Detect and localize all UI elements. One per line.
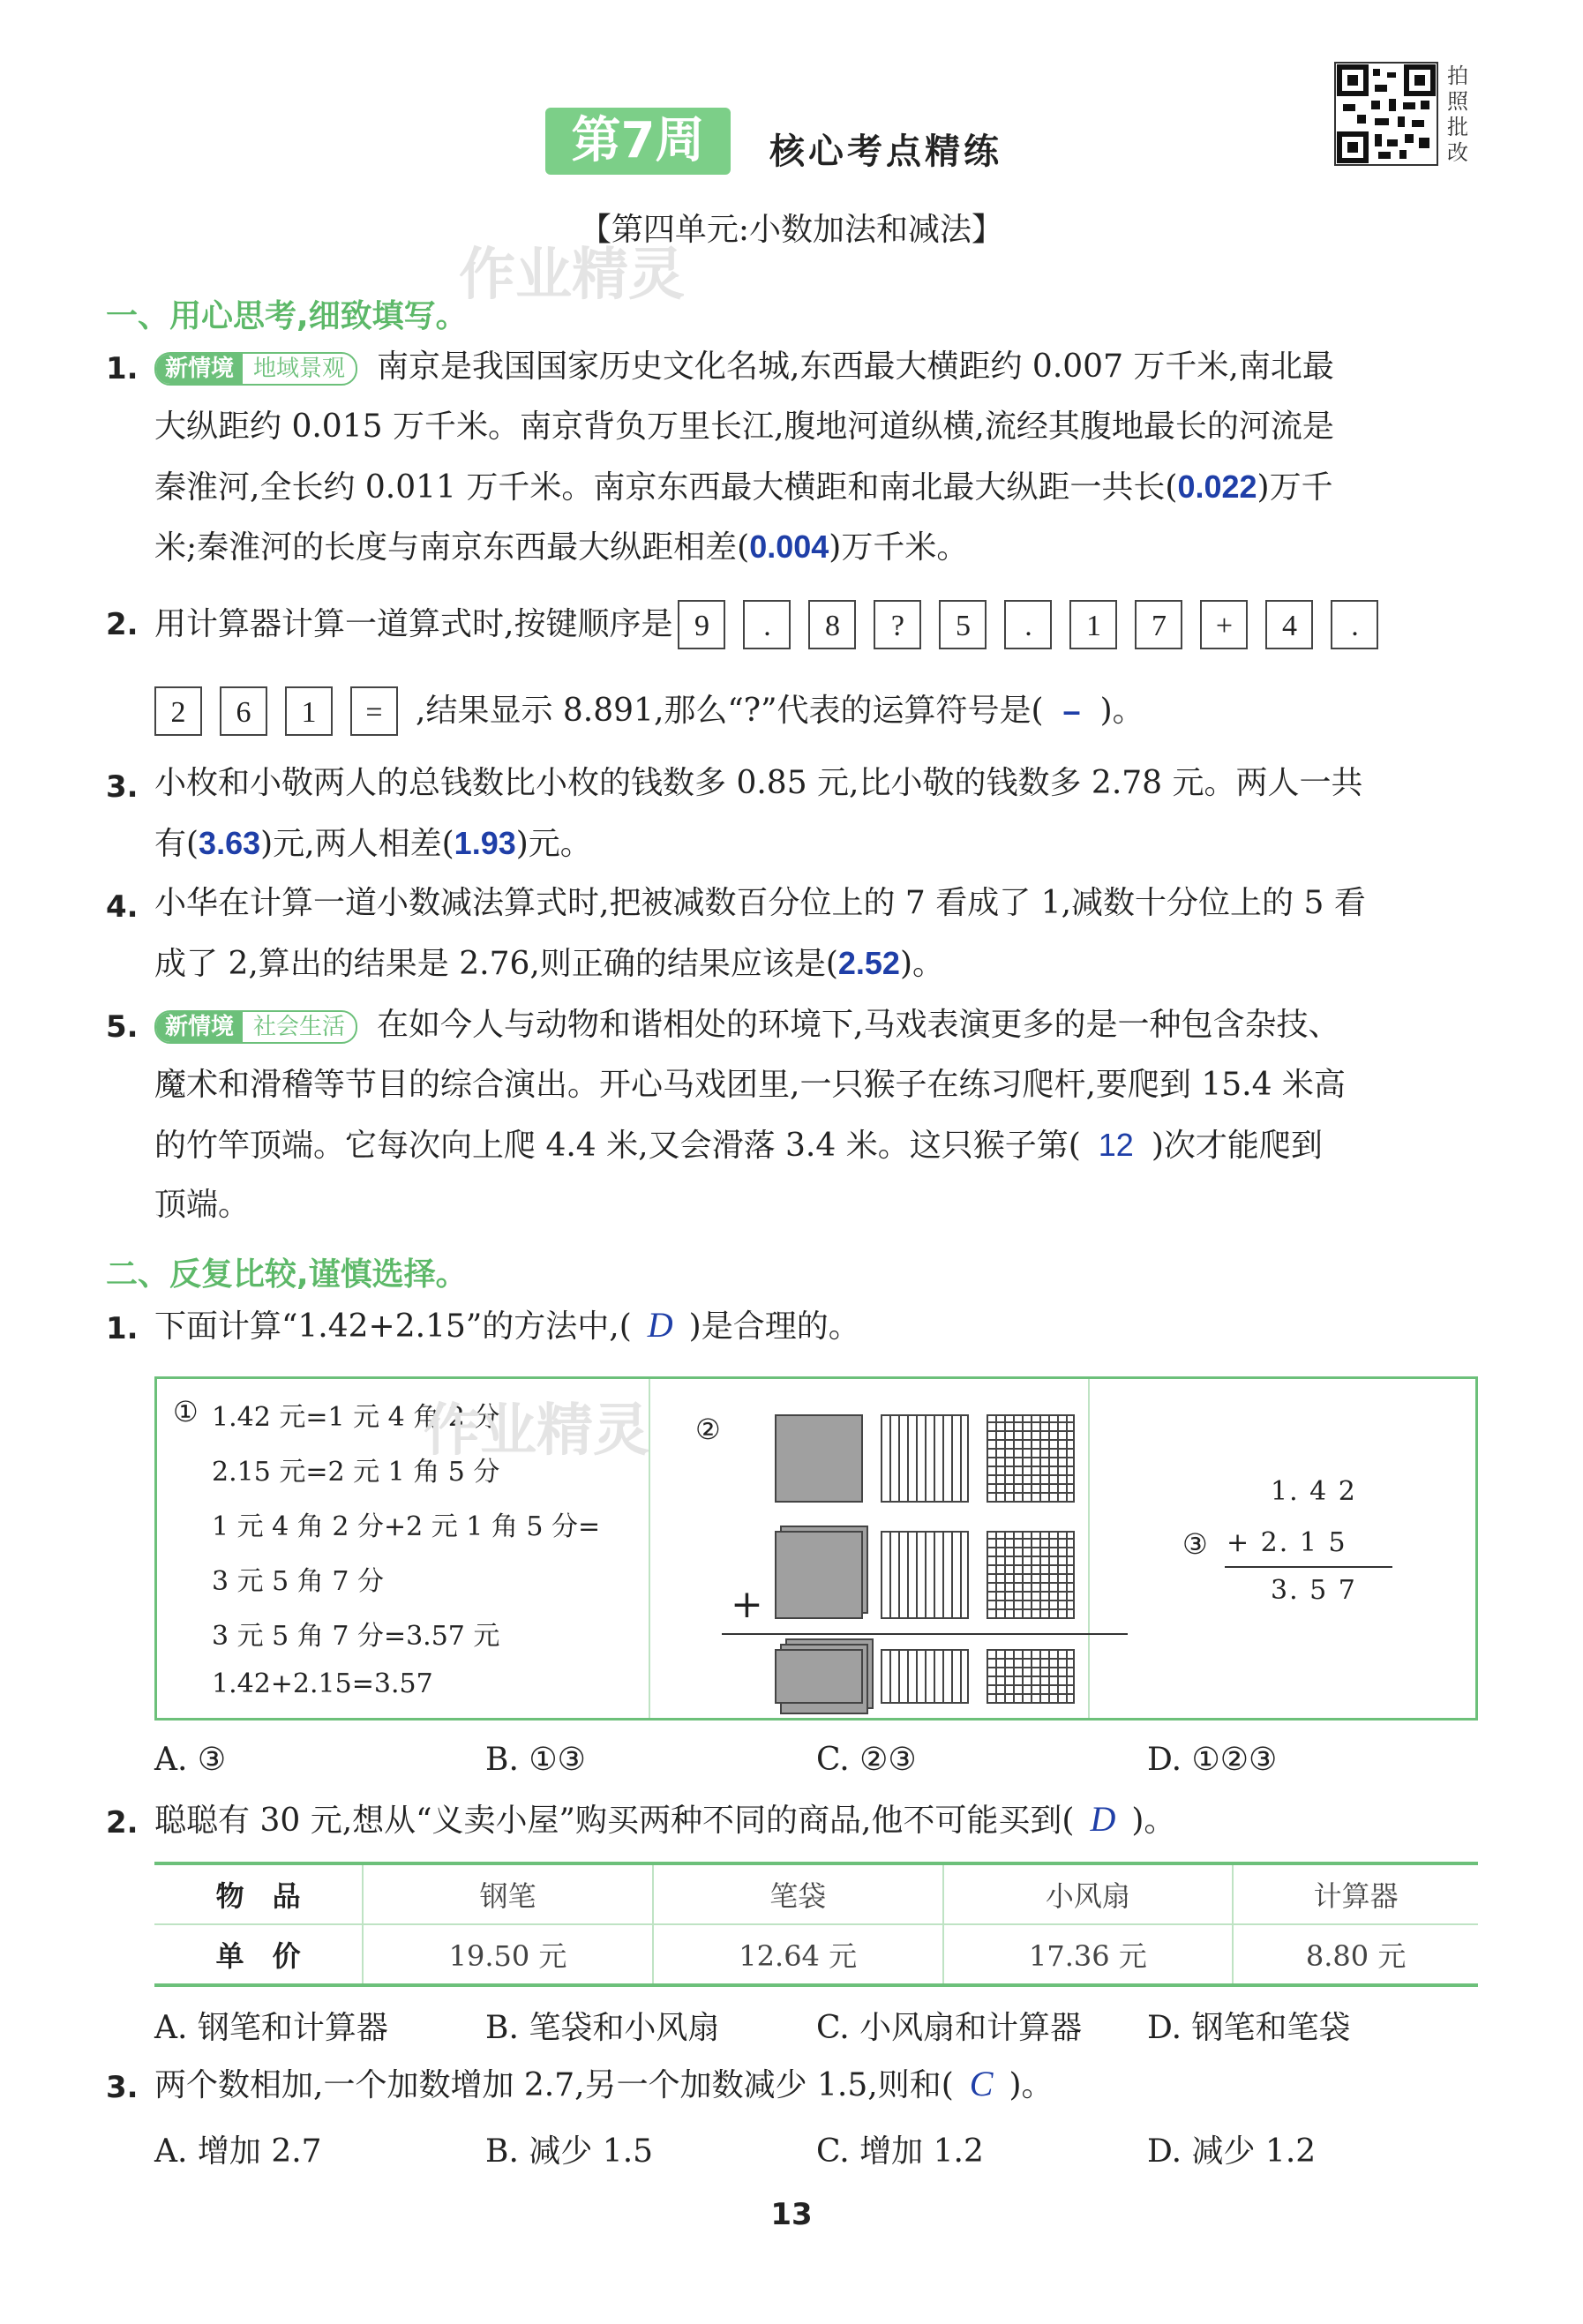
vertical-addition-row2: + 2. 1 5 <box>1227 1527 1347 1558</box>
s2-q3-answer: C <box>969 2064 994 2103</box>
method1-line: 1 元 4 角 2 分+2 元 1 角 5 分= <box>212 1511 601 1542</box>
s2-q3-line1: 两个数相加,一个加数增加 2.7,另一个加数减少 1.5,则和( C )。 <box>154 2064 1054 2103</box>
s2-q3-option-a[interactable]: A. 增加 2.7 <box>154 2133 322 2170</box>
base-ten-blocks <box>704 1406 1145 1706</box>
q5-number: 5. <box>106 1009 139 1045</box>
q5-answer: 12 <box>1098 1127 1134 1163</box>
s2-q1-number: 1. <box>106 1311 139 1346</box>
calculator-key: . <box>1331 600 1378 649</box>
calculator-keys-row2 <box>154 691 416 727</box>
table-row <box>154 1924 1478 1985</box>
q1-line4: 米;秦淮河的长度与南京东西最大纵距相差(0.004)万千米。 <box>154 529 969 566</box>
plus-sign: + <box>731 1582 763 1627</box>
table-cell: 物 品 <box>154 1863 363 1924</box>
calculator-key: 1 <box>285 686 333 736</box>
q1-line2: 大纵距约 0.015 万千米。南京背负万里长江,腹地河道纵横,流经其腹地最长的河流是 <box>154 409 1334 445</box>
s2-q1-line1: 下面计算“1.42+2.15”的方法中,( D )是合理的。 <box>154 1305 860 1345</box>
calculator-key: 7 <box>1135 600 1182 649</box>
method1-line: 3 元 5 角 7 分=3.57 元 <box>212 1621 500 1652</box>
q1-line1: 新情境 地域景观 南京是我国国家历史文化名城,东西最大横距约 0.007 万千米,南北最 <box>154 348 1334 386</box>
table-cell: 8.80 元 <box>1233 1924 1478 1985</box>
s2-q3-option-d[interactable]: D. 减少 1.2 <box>1147 2133 1317 2170</box>
tenths-strips <box>881 1531 969 1619</box>
table-cell: 单 价 <box>154 1924 363 1985</box>
q2-answer: – <box>1062 693 1081 729</box>
s2-q3-option-b[interactable]: B. 减少 1.5 <box>485 2133 654 2170</box>
calculator-key: 1 <box>1069 600 1117 649</box>
table-cell: 17.36 元 <box>943 1924 1234 1985</box>
q3-line2: 有(3.63)元,两人相差(1.93)元。 <box>154 825 592 862</box>
q4-answer: 2.52 <box>837 945 900 981</box>
sum-line <box>722 1633 1128 1635</box>
method3-label: ③ <box>1182 1527 1208 1561</box>
tenths-strips <box>881 1414 969 1503</box>
s2-q2-line1: 聪聪有 30 元,想从“义卖小屋”购买两种不同的商品,他不可能买到( D )。 <box>154 1799 1176 1839</box>
page-title: 核心考点精练 <box>769 131 1002 172</box>
q2-line2: 2 6 1 = ,结果显示 8.891,那么“?”代表的运算符号是( – )。 <box>154 686 1144 736</box>
s2-q1-option-d[interactable]: D. ①②③ <box>1147 1742 1278 1778</box>
method1-line: 1.42 元=1 元 4 角 2 分 <box>212 1402 500 1433</box>
q5-line3: 的竹竿顶端。它每次向上爬 4.4 米,又会滑落 3.4 米。这只猴子第( 12 )次才能爬到 <box>154 1127 1323 1164</box>
table-cell: 钢笔 <box>363 1863 653 1924</box>
s2-q3-option-c[interactable]: C. 增加 1.2 <box>816 2133 984 2170</box>
calculator-key: . <box>1004 600 1052 649</box>
q3-answer2: 1.93 <box>454 825 516 861</box>
q2-number: 2. <box>106 607 139 642</box>
calculator-key: 9 <box>678 600 725 649</box>
calculator-key: = <box>350 686 398 736</box>
calculator-key: 2 <box>154 686 202 736</box>
s2-q2-number: 2. <box>106 1805 139 1840</box>
q4-number: 4. <box>106 889 139 925</box>
calculator-key: + <box>1200 600 1248 649</box>
q4-line2: 成了 2,算出的结果是 2.76,则正确的结果应该是(2.52)。 <box>154 945 945 982</box>
vertical-addition-row3: 3. 5 7 <box>1271 1575 1357 1606</box>
watermark: 作业精灵 <box>424 1398 649 1464</box>
s2-q1-option-c[interactable]: C. ②③ <box>816 1742 917 1778</box>
calculator-key: 6 <box>220 686 267 736</box>
s2-q2-option-a[interactable]: A. 钢笔和计算器 <box>154 2010 388 2046</box>
table-cell: 笔袋 <box>653 1863 943 1924</box>
s2-q2-option-b[interactable]: B. 笔袋和小风扇 <box>485 2010 720 2046</box>
table-header-row <box>154 1863 1478 1924</box>
method2-label: ② <box>695 1413 721 1446</box>
qr-code-icon[interactable] <box>1334 62 1438 166</box>
hundred-square <box>775 1649 863 1704</box>
hundredths-grid <box>987 1649 1075 1704</box>
new-situation-tag: 新情境 社会生活 <box>154 1010 357 1044</box>
vertical-addition-line <box>1225 1566 1392 1568</box>
q4-line1: 小华在计算一道小数减法算式时,把被减数百分位上的 7 看成了 1,减数十分位上的 5 看 <box>154 885 1366 921</box>
s2-q1-option-a[interactable]: A. ③ <box>154 1742 227 1778</box>
week-badge: 第7周 <box>545 108 731 175</box>
section2-title: 二、反复比较,谨慎选择。 <box>106 1256 468 1293</box>
hundredths-grid <box>987 1531 1075 1619</box>
page-number: 13 <box>770 2197 813 2232</box>
hundred-square <box>775 1531 863 1619</box>
hundred-square <box>775 1414 863 1503</box>
calculator-key: 4 <box>1265 600 1313 649</box>
q3-number: 3. <box>106 769 139 805</box>
q3-line1: 小枚和小敬两人的总钱数比小枚的钱数多 0.85 元,比小敬的钱数多 2.78 元。两人一共 <box>154 765 1363 801</box>
method1-line: 1.42+2.15=3.57 <box>212 1668 433 1699</box>
tenths-strips <box>881 1649 969 1704</box>
table-cell: 小风扇 <box>943 1863 1234 1924</box>
watermark: 作业精灵 <box>459 243 685 308</box>
unit-title: 【第四单元:小数加法和减法】 <box>579 212 1004 248</box>
price-table <box>154 1862 1478 1987</box>
q1-answer1: 0.022 <box>1177 469 1257 505</box>
methods-box <box>154 1376 1478 1721</box>
calculator-key: 5 <box>939 600 987 649</box>
qr-label: 拍照批改 <box>1447 64 1468 165</box>
q3-answer1: 3.63 <box>199 825 261 861</box>
q5-line1: 新情境 社会生活 在如今人与动物和谐相处的环境下,马戏表演更多的是一种包含杂技、 <box>154 1006 1339 1045</box>
table-cell: 19.50 元 <box>363 1924 653 1985</box>
s2-q1-option-b[interactable]: B. ①③ <box>485 1742 586 1778</box>
calculator-keys-row1 <box>678 604 1396 641</box>
vertical-addition-row1: 1. 4 2 <box>1271 1476 1357 1507</box>
q1-line3: 秦淮河,全长约 0.011 万千米。南京东西最大横距和南北最大纵距一共长(0.022)万千 <box>154 469 1333 506</box>
method1-line: 3 元 5 角 7 分 <box>212 1566 384 1597</box>
table-cell: 计算器 <box>1233 1863 1478 1924</box>
s2-q1-answer: D <box>647 1305 673 1345</box>
s2-q2-answer: D <box>1090 1799 1116 1839</box>
q5-line4: 顶端。 <box>154 1187 251 1223</box>
hundredths-grid <box>987 1414 1075 1503</box>
method1-label: ① <box>173 1395 199 1428</box>
table-cell: 12.64 元 <box>653 1924 943 1985</box>
s2-q2-option-d[interactable]: D. 钢笔和笔袋 <box>1147 2010 1351 2046</box>
q1-answer2: 0.004 <box>749 529 829 565</box>
new-situation-tag: 新情境 地域景观 <box>154 352 357 386</box>
calculator-key: ? <box>874 600 921 649</box>
section1-title: 一、用心思考,细致填写。 <box>106 298 468 334</box>
s2-q2-option-c[interactable]: C. 小风扇和计算器 <box>816 2010 1083 2046</box>
calculator-key: . <box>743 600 791 649</box>
q1-number: 1. <box>106 351 139 386</box>
q5-line2: 魔术和滑稽等节目的综合演出。开心马戏团里,一只猴子在练习爬杆,要爬到 15.4 米高 <box>154 1067 1346 1103</box>
method1-line: 2.15 元=2 元 1 角 5 分 <box>212 1457 500 1488</box>
q2-line1: 用计算器计算一道算式时,按键顺序是 9 . 8 ? 5 . 1 7 + 4 . <box>154 600 1396 649</box>
calculator-key: 8 <box>808 600 856 649</box>
s2-q3-number: 3. <box>106 2070 139 2105</box>
